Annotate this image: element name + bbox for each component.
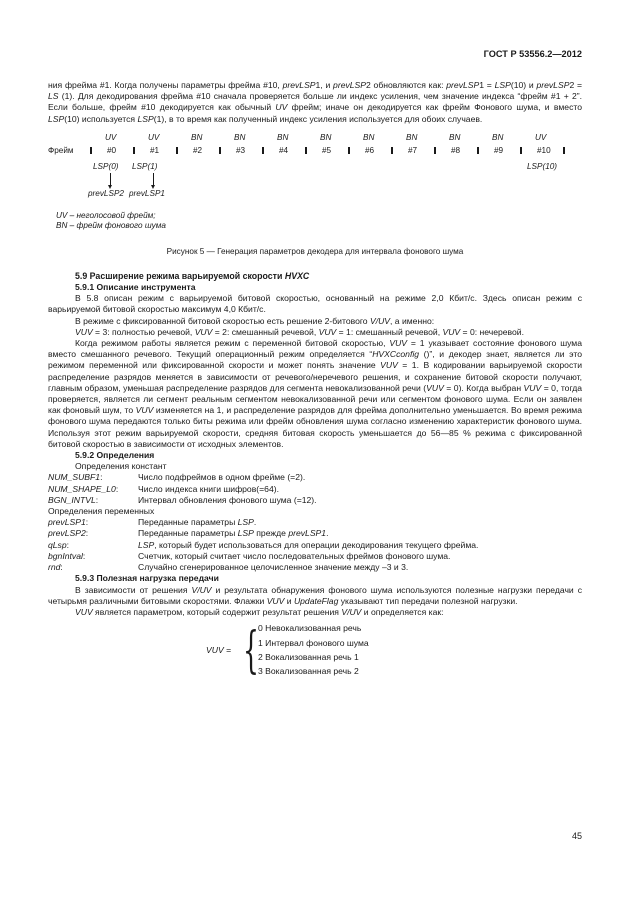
variable-desc-segment: . [326,528,329,539]
vuv-definition [48,621,582,683]
variable-desc [138,551,450,562]
lsp0-label: LSP(0) [93,161,119,171]
paragraph-5-9-1-b-segment: В режиме с фиксированной битовой скоростью есть решение 2-битового [75,315,370,326]
paragraph-frame-update-segment: 1 = [479,80,495,90]
variable-name-sep: : [85,528,89,539]
paragraph-5-9-3-a-segment: указывают тип передачи полезной нагрузки. [338,595,518,606]
frame-separator [520,147,522,154]
section-5-9-3-title: 5.9.3 Полезная нагрузка передачи [75,573,219,584]
arrow-down-icon [110,173,111,185]
frame-type-label: UV [148,132,160,142]
paragraph-frame-update-segment: ния фрейма #1. Когда получены параметры фрейма #10, [48,80,283,90]
paragraph-5-9-3-b [48,607,582,618]
paragraph-5-9-1-d-segment: ()”, и декодер знает, является ли это режимом переменной или фиксированной скорости и может понять значение [48,349,582,371]
paragraph-5-9-3-a-segment: В зависимости от решения [75,584,192,595]
paragraph-5-9-1-c-segment: VUV [194,326,213,337]
paragraph-frame-update-segment: LSP [48,113,65,124]
variable-desc-segment: Переданные параметры [138,517,238,528]
vuv-options [258,621,369,679]
variable-desc-segment: . [253,517,257,528]
frame-type-label: UV [535,132,547,142]
paragraph-5-9-1-d-segment: Когда режимом работы является режим с переменной битовой скоростью, [75,338,390,349]
frame-type-label: BN [191,132,203,142]
constant-row [48,484,582,495]
paragraph-5-9-1-c-segment: = 0: нечеревой. [460,326,524,337]
frame-number-label: #4 [279,145,289,155]
variable-name-text: prevLSP1 [48,517,86,528]
variable-name-sep: : [85,517,89,528]
paragraph-5-9-1-d-segment: VUV [380,360,398,371]
lsp1-label: LSP(1) [132,161,158,171]
frame-type-label: BN [492,132,504,142]
paragraph-5-9-3-a-segment: VUV [266,595,285,606]
paragraph-5-9-3-a-segment: и [284,595,294,606]
legend-uv [56,211,156,221]
paragraph-5-9-1-c [48,327,582,338]
frame-type-label: BN [320,132,332,142]
frame-type-label: BN [234,132,246,142]
frame-separator [348,147,350,154]
constant-name [48,495,138,506]
prevlsp1-label: prevLSP1 [129,188,165,198]
constants-list [48,472,582,506]
lsp10-label: LSP(10) [527,161,558,171]
page-number: 45 [571,831,582,841]
variable-row [48,528,582,539]
paragraph-5-9-1-b [48,316,582,327]
frame-number-label: #8 [451,145,461,155]
paragraph-5-9-3-a [48,585,582,607]
frame-number-label: #6 [365,145,375,155]
paragraph-5-9-1-b-segment: V/UV [369,315,391,326]
variable-name [48,517,138,528]
paragraph-5-9-1-c-segment: = 3: полностью речевой, [92,326,195,337]
paragraph-5-9-3-b-segment: V/UV [341,606,362,617]
frame-separator [305,147,307,154]
frame-number-label: #3 [236,145,246,155]
vuv-option: 2 Вокализованная речь 1 [258,651,359,662]
variable-desc [138,540,478,551]
variable-desc [138,517,256,528]
paragraph-frame-update-segment: LSP [494,80,511,90]
constant-name-text: NUM_SHAPE_L0 [48,483,116,494]
paragraph-5-9-3-a-segment: и результата обнаружения фонового шума используются полезные нагрузки передачи с четырьмя различными битовыми скоростями. Флажки [48,584,582,606]
constant-name-text: BGN_INTVL [48,494,96,505]
frame-number-label: #10 [537,145,551,155]
frame-separator [434,147,436,154]
variable-row [48,517,582,528]
paragraph-5-9-1-d-segment: = 0). Когда выбран [443,382,524,393]
paragraph-5-9-3-b-segment: VUV [75,606,93,617]
arrow-down-icon [153,173,154,185]
frame-separator [219,147,221,154]
variable-name [48,528,138,539]
variable-row [48,540,582,551]
constant-desc: Число подфреймов в одном фрейме (=2). [138,472,306,483]
vuv-option: 0 Невокализованная речь [258,623,362,634]
paragraph-frame-update-segment: prevLSP [333,80,367,90]
frame-number-label: #2 [193,145,203,155]
constant-name [48,484,138,495]
legend-uv-text: UV – неголосовой фрейм; [56,210,156,220]
variable-desc-segment: LSP [237,517,254,528]
constant-name-text: NUM_SUBF1 [48,472,101,483]
variable-name [48,551,138,562]
constant-name-sep: : [95,494,99,505]
section-5-9-2-title: 5.9.2 Определения [75,450,155,461]
paragraph-5-9-1-b-segment: , а именно: [390,315,435,326]
vuv-label [206,645,231,656]
variable-desc [138,528,328,539]
constants-title: Определения констант [75,461,167,472]
paragraph-frame-update-segment: 2 = [569,80,583,90]
variable-name [48,562,138,573]
paragraph-frame-update-segment: 2 обновляются как: [366,80,447,90]
prevlsp2-label: prevLSP2 [88,188,124,198]
frame-type-label: UV [105,132,117,142]
paragraph-frame-update-segment: LSP [137,113,154,124]
document-header: ГОСТ Р 53556.2—2012 [483,49,582,59]
paragraph-5-9-1-c-segment: VUV [442,326,461,337]
variable-name-text: qLsp [48,539,67,550]
variable-desc-segment: прежде [253,528,289,539]
paragraph-5-9-3-b-segment: и определяется как: [361,606,444,617]
variables-list [48,517,582,573]
variable-desc [138,562,408,573]
figure-5 [48,133,582,305]
section-5-9-title-segment: HVXC [284,270,310,281]
paragraph-frame-update-segment: prevLSP [536,80,570,90]
variable-row [48,562,582,573]
variable-name [48,540,138,551]
paragraph-frame-update-segment: prevLSP [446,80,480,90]
paragraph-frame-update-segment: (10) и [510,80,537,90]
variable-desc-segment: LSP [138,539,155,550]
frame-number-label: #0 [107,145,117,155]
variable-name-sep: : [66,539,70,550]
frame-type-label: BN [363,132,375,142]
page-content [48,80,582,683]
variable-name-text: rnd [48,562,61,573]
frame-number-label: #1 [150,145,160,155]
paragraph-5-9-3-a-segment: UpdateFlag [293,595,339,606]
vuv-option: 1 Интервал фонового шума [258,637,369,648]
legend-bn [56,221,166,231]
variable-name-text: bgnIntval [48,550,83,561]
figure-caption: Рисунок 5 — Генерация параметров декодера для интервала фонового шума [166,246,464,256]
variable-name-sep: : [82,550,86,561]
paragraph-frame-update-segment: UV [275,102,288,113]
variables-title: Определения переменных [48,506,155,517]
constant-desc: Интервал обновления фонового шума (=12). [138,494,317,505]
paragraph-frame-update-segment: (1). Для декодирования фрейма #10 сначала проверяется больше ли индекс усиления, чем значение индекса “фрейм #1 + 2”. Если больше, фрейм #10 декодируется как обычный [48,91,582,113]
paragraph-5-9-1-c-segment: VUV [318,326,337,337]
constant-row [48,472,582,483]
paragraph-5-9-1-d-segment: VUV [389,338,408,349]
paragraph-5-9-1-d-segment: изменяется на 1, и распределение разрядов для фрейма дополнительно уменьшается. Во время режима фонового шума передаются только биты режима или фрейм обновления шума согласно изменению характеристик фонового шума. Используя этот режим варьируемой скорости, средняя битовая скорость уменьшается до 56—85 % режима с фиксированной битовой скоростью в зависимости от исходных элементов. [48,405,582,449]
paragraph-frame-update-segment: 1, и [315,80,334,90]
frame-type-label: BN [277,132,289,142]
frame-number-label: #9 [494,145,504,155]
frame-separator [477,147,479,154]
variable-name-sep: : [60,562,63,573]
paragraph-5-9-3-b-segment: является параметром, который содержит результат решения [92,606,342,617]
frame-number-label: #5 [322,145,332,155]
frame-separator [133,147,135,154]
constant-desc: Число индекса книги шифров(=64). [138,483,279,494]
paragraph-5-9-3-a-segment: V/UV [191,584,212,595]
frame-type-label: BN [406,132,418,142]
frame-separator [391,147,393,154]
paragraph-5-9-1-d-segment: HVXCconfig [372,349,420,360]
frame-separator [262,147,264,154]
paragraph-5-9-1-a: В 5.8 описан режим с варьируемой битовой скоростью, основанный на режиме 2,0 Кбит/с. Здесь описан режим с варьируемой битовой скоростью максимум 4,0 Кбит/с. [48,293,582,315]
left-brace-icon: { [243,621,259,680]
variable-desc-segment: LSP [237,528,254,539]
paragraph-frame-update-segment: фрейм; иначе он декодируется как фрейм Фонового шума, и вместо [287,102,582,113]
section-5-9-1-title: 5.9.1 Описание инструмента [75,282,196,293]
constant-name [48,472,138,483]
paragraph-5-9-1-d-segment: = 1. В кодировании варьируемой скорости распределение разрядов меняется в зависимости от речевого/неречевого решения, и сохранение битовой скорости получают, главным образом, уменьшая распределение разрядов для сегмента невокализованной речи ( [48,360,582,393]
variable-desc-segment: Счетчик, который считает число последовательных фреймов фонового шума. [138,550,451,561]
vuv-option: 3 Вокализованная речь 2 [258,666,359,677]
paragraph-frame-update-segment: (1), в то время как полученный индекс усиления используется для обоих случаев. [153,113,483,124]
paragraph-5-9-1-d-segment: VUV [426,382,444,393]
frame-row-label: Фрейм [48,145,74,155]
section-5-9-title-segment: 5.9 Расширение режима варьируемой скорости [75,270,285,281]
frame-separator [176,147,178,154]
frame-separator [90,147,92,154]
paragraph-frame-update [48,80,582,125]
paragraph-5-9-1-d-segment: = 0, тогда проверяется, является ли сегмент реальным сегментом невокализованной речи или сегментом фонового шума. Если он заявлен как фоновый шум, то [48,382,582,416]
legend-bn-text: BN – фрейм фонового шума [56,220,166,230]
variable-desc-segment: , который будет использоваться для операции декодирования текущего фрейма. [154,539,479,550]
paragraph-frame-update-segment: LS [48,91,59,102]
variable-desc-segment: prevLSP1 [288,528,327,539]
paragraph-frame-update-segment: (10) используется [64,113,138,124]
constant-name-sep: : [115,483,119,494]
frame-number-label: #7 [408,145,418,155]
variable-row [48,551,582,562]
paragraph-5-9-1-c-segment: VUV [75,326,93,337]
paragraph-frame-update-segment: prevLSP [282,80,316,90]
variable-desc-segment: Переданные параметры [138,528,238,539]
frame-type-label: BN [449,132,461,142]
variable-name-text: prevLSP2 [48,528,86,539]
paragraph-5-9-1-d-segment: VUV [135,405,154,416]
constant-name-sep: : [100,472,103,483]
constant-row [48,495,582,506]
paragraph-5-9-1-d [48,338,582,450]
variable-desc-segment: Случайно сгенерированное целочисленное значение между –3 и 3. [138,562,409,573]
paragraph-5-9-1-d-segment: VUV [523,382,542,393]
paragraph-5-9-1-d-segment: = 1 указывает состояние фонового шума вместо смешанного речевого. Текущий операционный режим определяется “ [48,338,582,360]
paragraph-5-9-1-c-segment: = 1: смешанный речевой, [336,326,443,337]
paragraph-5-9-1-c-segment: = 2: смешанный речевой, [212,326,319,337]
frame-separator [563,147,565,154]
vuv-label-text: VUV = [206,645,232,656]
